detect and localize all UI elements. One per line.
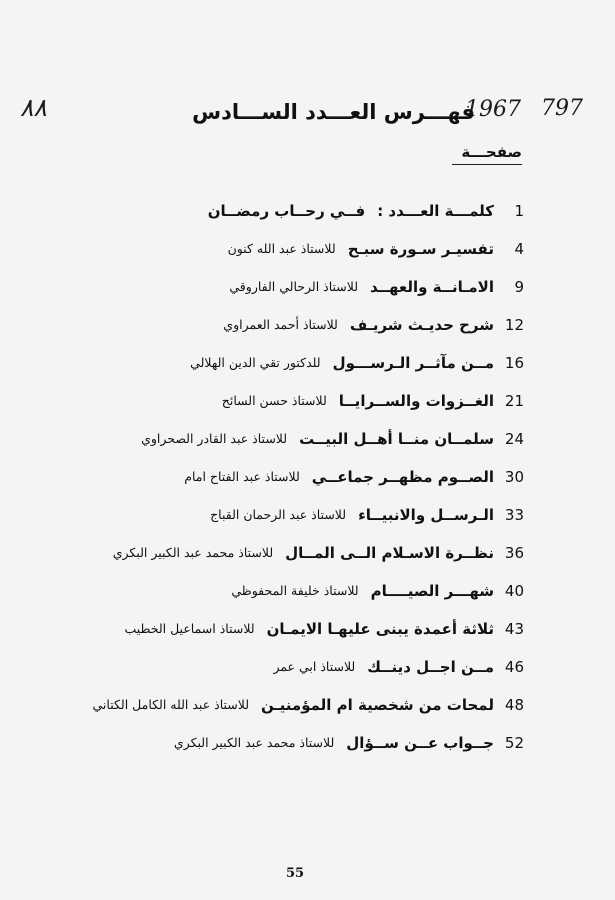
page-number: 55 [285, 866, 305, 881]
handwritten-folio-note: ٨٨ [20, 93, 47, 122]
toc-entry-page: 40 [504, 582, 524, 600]
toc-entry-author: للاستاذ خليفة المحفوظي [231, 583, 359, 598]
toc-entry-title: جــواب عــن ســؤال [346, 734, 494, 752]
toc-entry-title: تفسيـر سـورة سبـح [347, 240, 494, 258]
toc-entry-author: للدكتور تقي الدين الهلالي [190, 355, 321, 370]
toc-entry-author: للاستاذ ابي عمر [273, 659, 356, 674]
toc-entry-page: 12 [504, 316, 524, 334]
toc-entry [40, 534, 524, 572]
toc-entry-page: 4 [514, 240, 524, 258]
toc-entry [40, 382, 524, 420]
toc-entry-title: لمحات من شخصية ام المؤمنيـن [261, 696, 494, 714]
toc-entry [40, 192, 524, 230]
handwritten-number-note: 797 [541, 96, 583, 121]
toc-entry-title: سلمــان منــا أهــل البيــت [299, 430, 494, 448]
toc-entry [40, 496, 524, 534]
toc-entry-author: للاستاذ اسماعيل الخطيب [124, 621, 255, 636]
toc-entry-author: للاستاذ عبد الفتاح امام [184, 469, 300, 484]
toc-entry-title: الغــزوات والســرايــا [338, 392, 494, 410]
toc-entry [40, 572, 524, 610]
toc-entry [40, 648, 524, 686]
toc-entry-page: 1 [514, 202, 524, 220]
handwritten-year-note: 1967 [465, 97, 521, 122]
toc-entry-page: 36 [504, 544, 524, 562]
toc-entry [40, 420, 524, 458]
toc-entry-title: ثلاثة أعمدة يبنى عليهـا الايمـان [266, 620, 494, 638]
toc-entry-page: 21 [504, 392, 524, 410]
toc-entry-page: 24 [504, 430, 524, 448]
toc-entry-page: 33 [504, 506, 524, 524]
toc-entry-author: للاستاذ عبد الله كنون [227, 241, 336, 256]
toc-entry-title: مــن اجــل دينــك [367, 658, 494, 676]
page-column-label: صفحـــة [450, 143, 522, 161]
toc-entry [40, 306, 524, 344]
toc-entry-author: للاستاذ عبد القادر الصحراوي [141, 431, 288, 446]
page-title: فهـــرس العـــدد الســـادس [192, 100, 475, 124]
toc-entry-page: 43 [504, 620, 524, 638]
toc-entry [40, 610, 524, 648]
toc-entry-author: للاستاذ عبد الرحمان القباج [210, 507, 347, 522]
toc-entry-author: فــي رحــاب رمضــان [207, 202, 366, 220]
toc-entry-page: 9 [514, 278, 524, 296]
toc-entry [40, 724, 524, 762]
toc-entry-author: للاستاذ أحمد العمراوي [223, 317, 338, 332]
toc-entry-page: 52 [504, 734, 524, 752]
toc-entry-page: 16 [504, 354, 524, 372]
toc-entry-author: للاستاذ عبد الله الكامل الكتاني [92, 697, 250, 712]
toc-entry-title: شرح حديـث شريـف [349, 316, 494, 334]
toc-entry-page: 46 [504, 658, 524, 676]
toc-entry [40, 230, 524, 268]
toc-entry-author: للاستاذ الرحالي الفاروقي [229, 279, 359, 294]
toc-entry-title: الامـانــة والعهــد [370, 278, 494, 296]
toc-entry-page: 30 [504, 468, 524, 486]
toc-entry-author: للاستاذ محمد عبد الكبير البكري [112, 545, 274, 560]
toc-entry-title: مــن مآثــر الـرســـول [332, 354, 494, 372]
toc-entry-page: 48 [504, 696, 524, 714]
toc-entry [40, 458, 524, 496]
toc-entry [40, 344, 524, 382]
toc-entry-title: الصــوم مظهــر جماعــي [311, 468, 494, 486]
table-of-contents [40, 192, 524, 762]
toc-entry-title: شهـــر الصيــــام [370, 582, 494, 600]
toc-entry-title: كلمـــة العـــدد : [377, 202, 494, 220]
toc-entry-author: للاستاذ حسن السائح [221, 393, 327, 408]
toc-entry [40, 686, 524, 724]
toc-entry-author: للاستاذ محمد عبد الكبير البكري [173, 735, 335, 750]
toc-entry-title: الـرســل والانبيــاء [358, 506, 494, 524]
toc-entry-title: نظــرة الاسـلام الــى المــال [285, 544, 494, 562]
toc-entry [40, 268, 524, 306]
